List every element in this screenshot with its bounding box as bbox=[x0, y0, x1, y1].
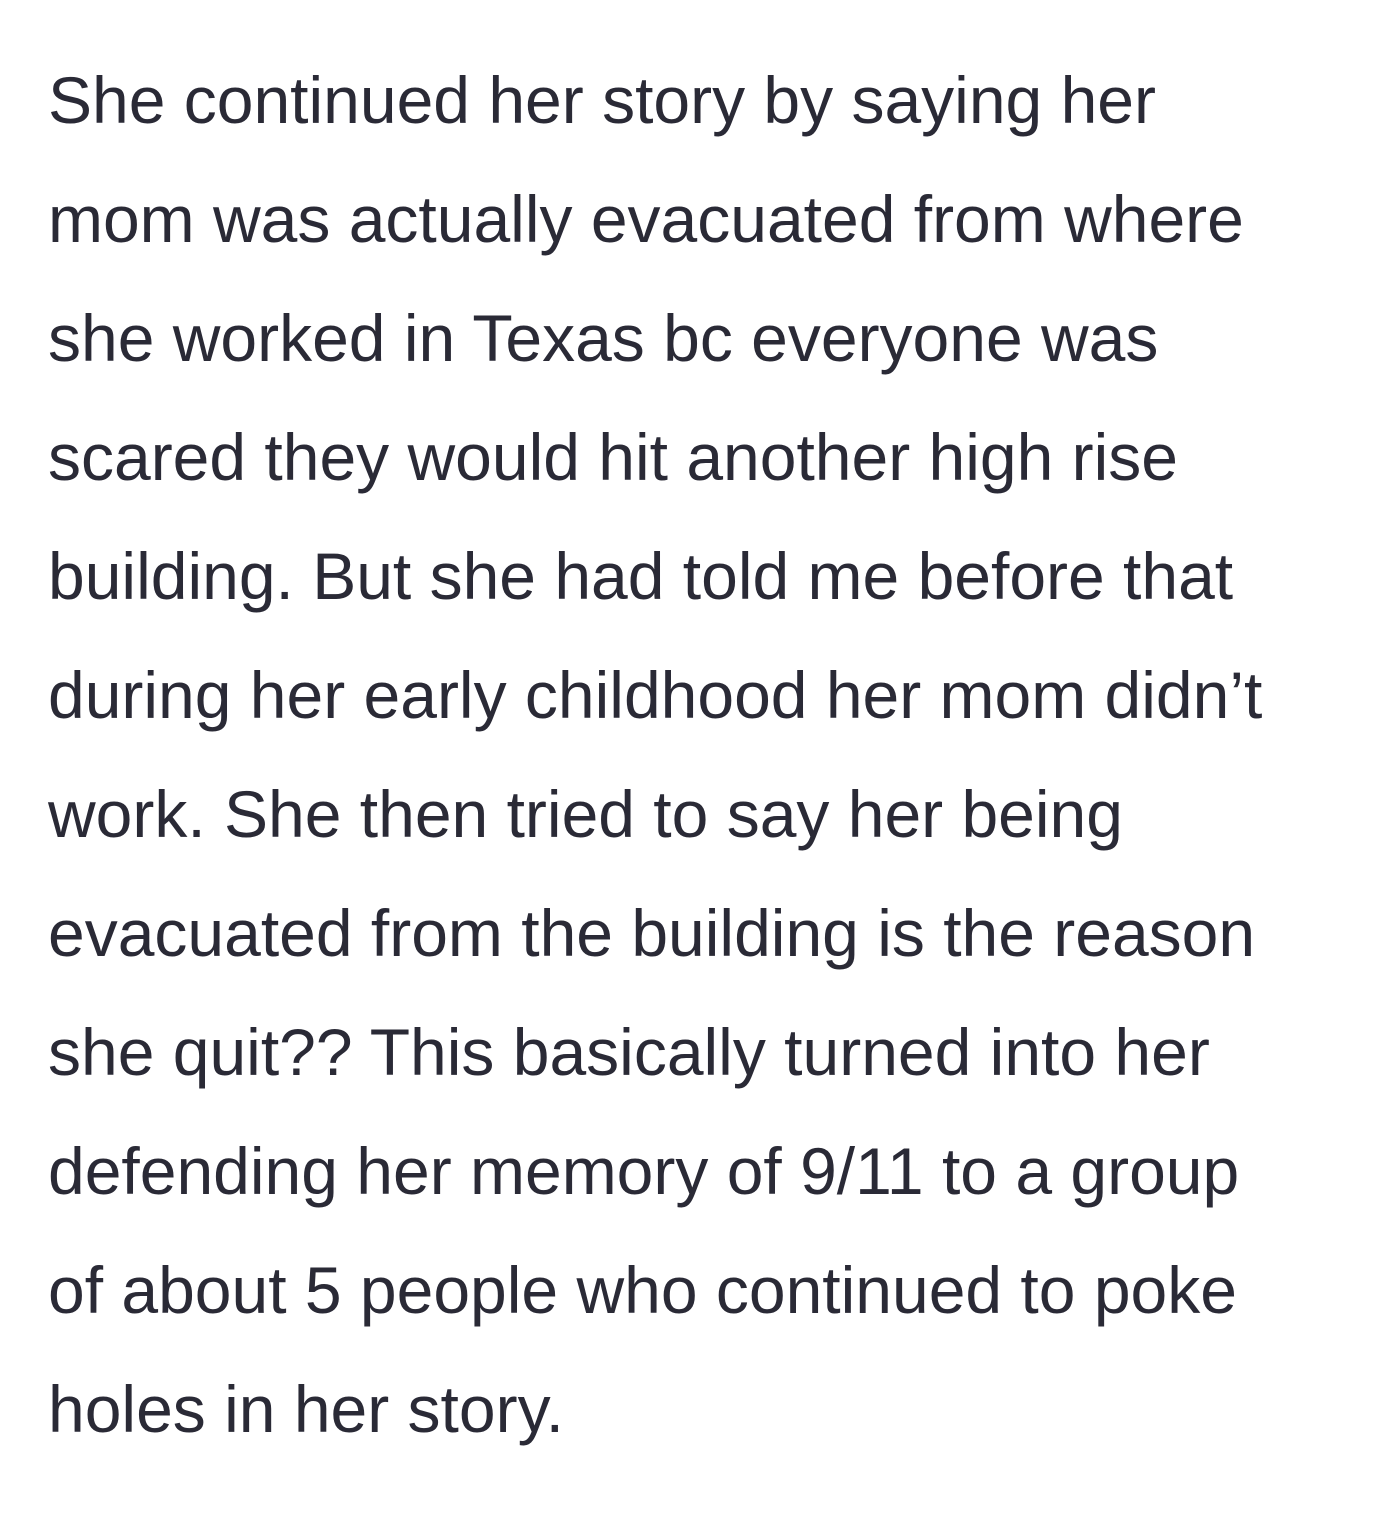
paragraph-line: she worked in Texas bc everyone was bbox=[48, 301, 1159, 375]
paragraph-line: she quit?? This basically turned into her bbox=[48, 1015, 1210, 1089]
paragraph-line: scared they would hit another high rise bbox=[48, 420, 1178, 494]
paragraph-line: during her early childhood her mom didn’t bbox=[48, 658, 1263, 732]
paragraph-line: work. She then tried to say her being bbox=[48, 777, 1123, 851]
paragraph-line: building. But she had told me before that bbox=[48, 539, 1234, 613]
paragraph-line: mom was actually evacuated from where bbox=[48, 182, 1244, 256]
paragraph-line: of about 5 people who continued to poke bbox=[48, 1253, 1237, 1327]
paragraph-line: defending her memory of 9/11 to a group bbox=[48, 1134, 1240, 1208]
paragraph-line: She continued her story by saying her bbox=[48, 63, 1156, 137]
paragraph-line: evacuated from the building is the reason bbox=[48, 896, 1256, 970]
story-paragraph bbox=[48, 41, 1358, 1469]
paragraph-line: holes in her story. bbox=[48, 1372, 565, 1446]
